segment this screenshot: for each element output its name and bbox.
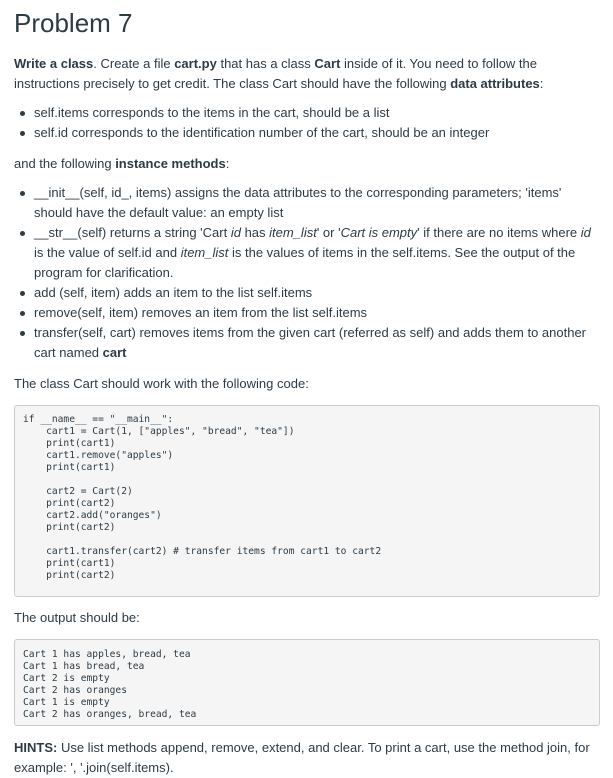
attribute-item-id: self.id corresponds to the identification number of the cart, should be an integer bbox=[34, 123, 601, 143]
hints-paragraph bbox=[14, 738, 601, 778]
hints-label: HINTS: bbox=[14, 740, 58, 755]
methods-list bbox=[14, 183, 601, 363]
str-text-4: ' if there are no items where bbox=[417, 225, 581, 240]
str-italic-item-list-2: item_list bbox=[180, 245, 229, 260]
attributes-list bbox=[14, 103, 601, 143]
method-item-remove: remove(self, item) removes an item from the list self.items bbox=[34, 303, 601, 323]
methods-intro-text-1: and the following bbox=[14, 156, 116, 171]
intro-bold-filename: cart.py bbox=[174, 56, 217, 71]
output-block bbox=[14, 639, 600, 726]
intro-text-2: that has a class bbox=[216, 56, 315, 71]
intro-paragraph bbox=[14, 54, 601, 94]
method-item-str bbox=[34, 223, 601, 283]
methods-intro bbox=[14, 154, 601, 174]
str-text-1: __str__(self) returns a string 'Cart bbox=[34, 225, 231, 240]
str-italic-item-list: item_list bbox=[269, 225, 317, 240]
intro-text-4: : bbox=[539, 76, 544, 91]
str-text-2: has bbox=[240, 225, 270, 240]
transfer-bold-cart: cart bbox=[102, 345, 127, 360]
intro-bold-classname: Cart bbox=[314, 56, 341, 71]
page-title: Problem 7 bbox=[14, 8, 133, 38]
intro-text-3: inside of it. You need to follow the instructions precisely to get credit. The class Cart should have the following bbox=[14, 56, 538, 91]
intro-bold-write-class: Write a class bbox=[14, 56, 94, 71]
str-text-5: is the value of self.id and bbox=[34, 245, 181, 260]
intro-text-1: . Create a file bbox=[93, 56, 175, 71]
str-italic-id: id bbox=[230, 225, 241, 240]
methods-intro-bold: instance methods bbox=[115, 156, 226, 171]
methods-intro-text-2: : bbox=[225, 156, 230, 171]
str-text-3: ' or ' bbox=[316, 225, 341, 240]
code-block bbox=[14, 405, 600, 597]
code-intro: The class Cart should work with the following code: bbox=[14, 376, 309, 391]
output-intro: The output should be: bbox=[14, 610, 140, 625]
method-item-init: __init__(self, id_, items) assigns the data attributes to the corresponding parameters; 'items' should have the default value: an empty list bbox=[34, 183, 601, 223]
output-text: Cart 1 has apples, bread, tea Cart 1 has bread, tea Cart 2 is empty Cart 2 has oranges Cart 1 is empty Cart 2 has oranges, bread, tea bbox=[23, 649, 197, 720]
transfer-text: transfer(self, cart) removes items from the given cart (referred as self) and adds them to another cart named bbox=[34, 325, 586, 360]
code-text: if __name__ == "__main__": cart1 = Cart(1, ["apples", "bread", "tea"]) print(cart1) cart1.remove("apples") print(cart1) cart2 = Cart(2) print(cart2) cart2.add("oranges") print(cart2) cart1.transfer(cart2) # transfer items from cart1 to cart2 print(cart1) print(cart2) bbox=[23, 414, 382, 581]
str-italic-id-2: id bbox=[580, 225, 591, 240]
str-italic-empty: Cart is empty bbox=[340, 225, 418, 240]
method-item-transfer bbox=[34, 323, 601, 363]
intro-bold-data-attributes: data attributes bbox=[450, 76, 540, 91]
attribute-item-items: self.items corresponds to the items in the cart, should be a list bbox=[34, 103, 601, 123]
method-item-add: add (self, item) adds an item to the list self.items bbox=[34, 283, 601, 303]
hints-text: Use list methods append, remove, extend, and clear. To print a cart, use the method join, for example: ', '.join(self.items). bbox=[14, 740, 590, 775]
str-text-6: is the values of items in the self.items. See the output of the program for clarification. bbox=[34, 245, 576, 280]
